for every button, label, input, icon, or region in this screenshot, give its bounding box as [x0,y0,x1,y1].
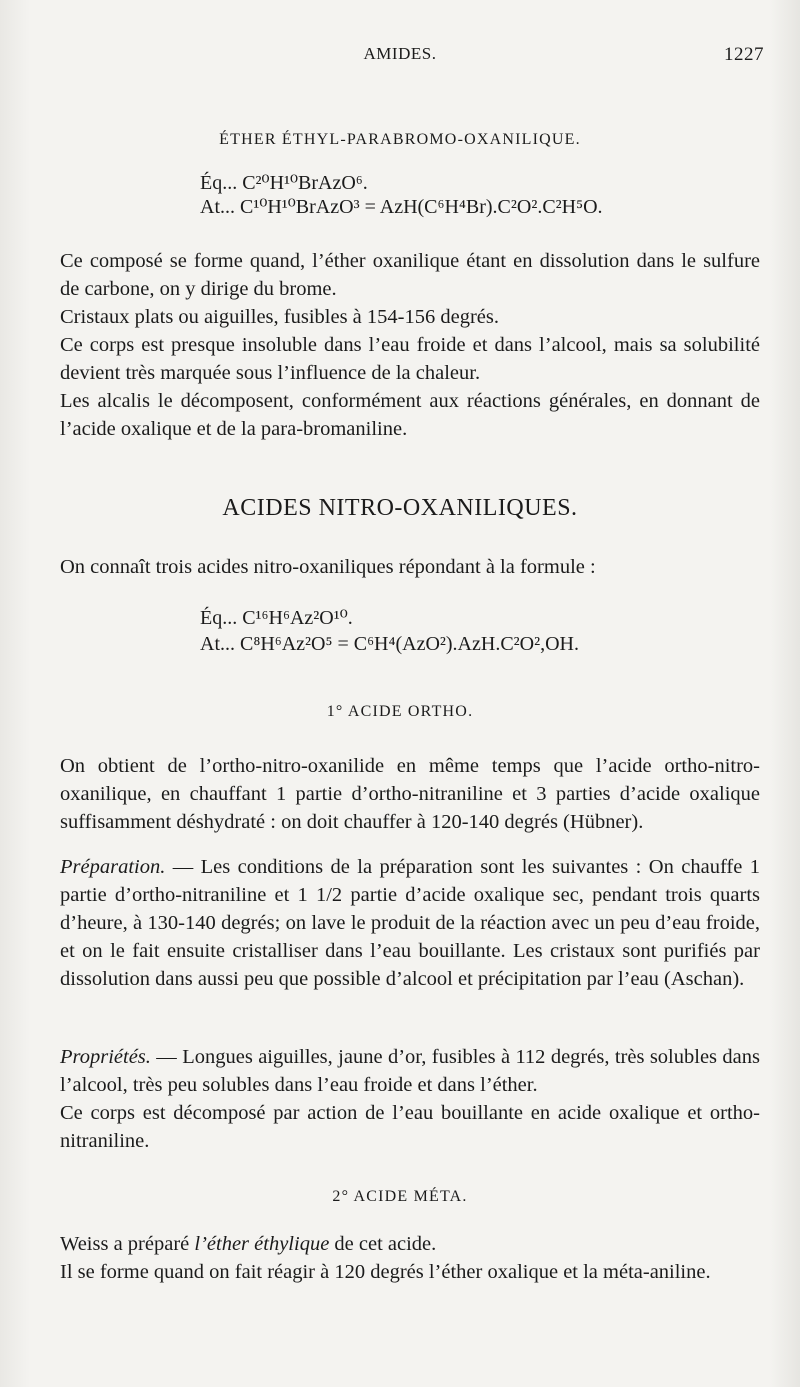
text-meta-start: Weiss a préparé [60,1233,195,1255]
formula-at-nitro: At... C⁸H⁶Az²O⁵ = C⁶H⁴(AzO²).AzH.C²O²,OH. [200,633,579,655]
paragraph-meta-weiss [60,1230,760,1258]
paragraph-ortho-properties [60,1043,760,1099]
paragraph-ortho-obtain: On obtient de l’ortho-nitro-oxanilide en même temps que l’acide ortho-nitro-oxanilique, en chauffant 1 partie d’ortho-nitraniline et 3 parties d’acide oxalique suffisamment déshydraté : on doit chauffer à 120-140 degrés (Hübner). [60,755,760,833]
paragraph-ether-formation: Ce composé se forme quand, l’éther oxanilique étant en dissolution dans le sulfure de carbone, on y dirige du brome. [60,250,760,300]
formula-eq-nitro: Éq... C¹⁶H⁶Az²O¹⁰. [200,607,353,629]
section-title-nitro: ACIDES NITRO-OXANILIQUES. [222,495,578,521]
text-meta-end: de cet acide. [329,1233,437,1255]
text-properties: — Longues aiguilles, jaune d’or, fusibles à 112 degrés, très solubles dans l’alcool, très peu solubles dans l’eau froide et dans l’éther. [60,1046,760,1096]
section-title-ether: ÉTHER ÉTHYL-PARABROMO-OXANILIQUE. [219,131,581,148]
paragraph-ortho-decomposition: Ce corps est décomposé par action de l’eau bouillante en acide oxalique et ortho-nitraniline. [60,1102,760,1152]
paragraph-meta-formation: Il se forme quand on fait réagir à 120 degrés l’éther oxalique et la méta-aniline. [60,1261,711,1283]
paragraph-nitro-intro: On connaît trois acides nitro-oxaniliques répondant à la formule : [60,556,596,578]
formula-at-ether: At... C¹⁰H¹⁰BrAzO³ = AzH(C⁶H⁴Br).C²O².C²H⁵O. [200,196,603,218]
label-properties: Propriétés. [60,1046,151,1068]
formula-eq-ether: Éq... C²⁰H¹⁰BrAzO⁶. [200,172,368,194]
subsection-title-meta: 2° ACIDE MÉTA. [332,1188,468,1205]
label-preparation: Préparation. [60,856,166,878]
paragraph-ether-crystals: Cristaux plats ou aiguilles, fusibles à 154-156 degrés. [60,306,499,328]
page-header [0,44,800,68]
subsection-title-ortho: 1° ACIDE ORTHO. [326,703,474,720]
paragraph-ether-solubility: Ce corps est presque insoluble dans l’eau froide et dans l’alcool, mais sa solubilité devient très marquée sous l’influence de la chaleur. [60,334,760,384]
running-head: AMIDES. [363,44,437,63]
text-meta-italic: l’éther éthylique [194,1233,330,1255]
page-number: 1227 [724,44,764,65]
paragraph-ether-alkalis: Les alcalis le décomposent, conformément aux réactions générales, en donnant de l’acide oxalique et de la para-bromaniline. [60,390,760,440]
text-preparation: — Les conditions de la préparation sont les suivantes : On chauffe 1 partie d’ortho-nitraniline et 1 1/2 partie d’acide oxalique sec, pendant trois quarts d’heure, à 130-140 degrés; on lave le produit de la réaction avec un peu d’eau froide, et on le fait ensuite cristalliser dans l’eau bouillante. Les cristaux sont purifiés par dissolution dans aussi peu que possible d’alcool et précipitation par l’eau (Aschan). [60,856,760,990]
paragraph-ortho-preparation [60,853,760,993]
